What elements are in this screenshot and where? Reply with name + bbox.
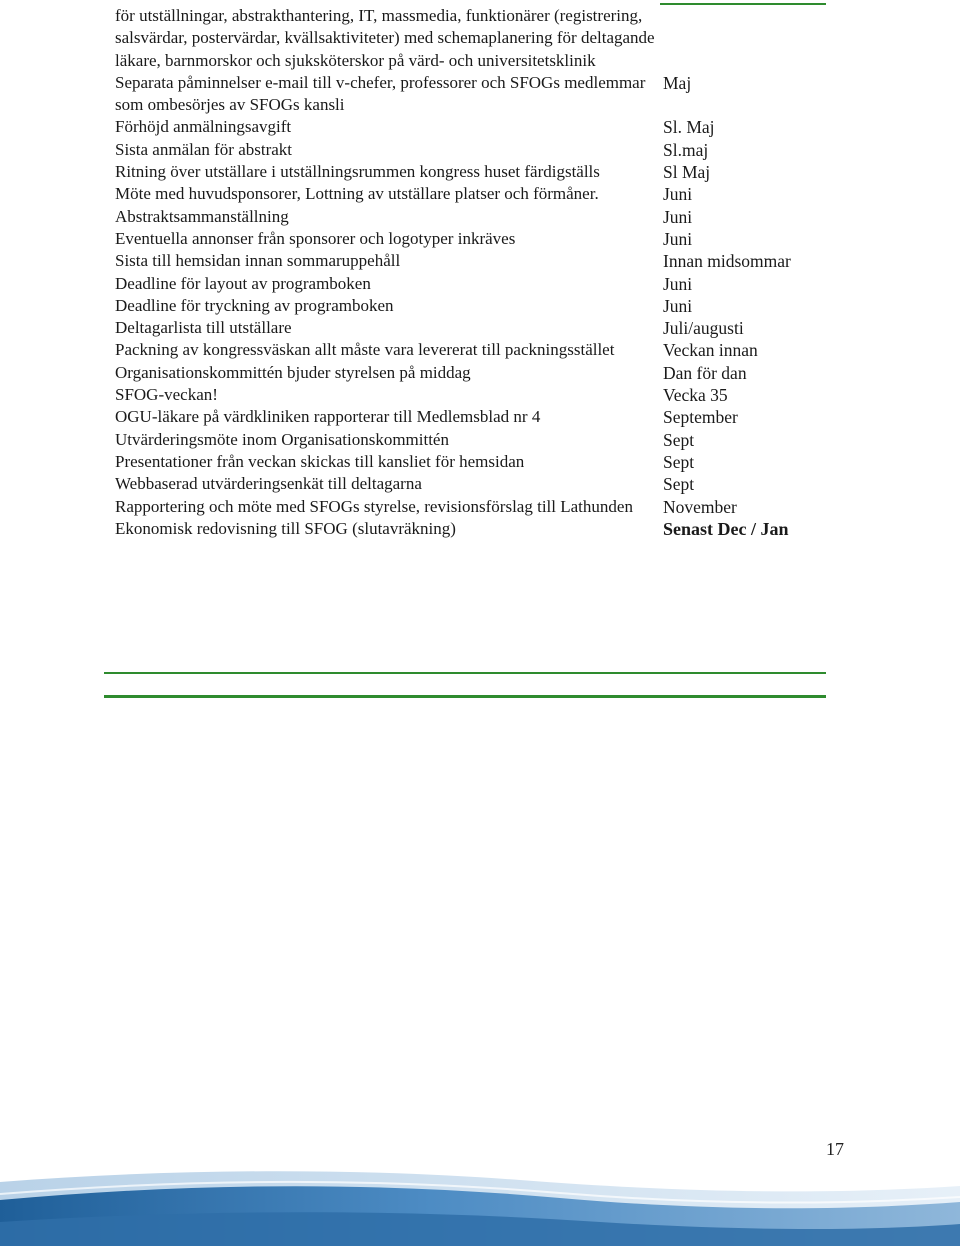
task-text: Möte med huvudsponsorer, Lottning av utställare platser och förmåner.	[115, 184, 599, 204]
table-row	[115, 451, 835, 473]
timing-text: Sl.maj	[663, 139, 709, 160]
table-row	[115, 183, 835, 205]
page-number: 17	[826, 1139, 844, 1159]
table-row	[115, 384, 835, 406]
timing-text: Innan midsommar	[663, 251, 791, 272]
task-text: Rapportering och möte med SFOGs styrelse, revisionsförslag till Lathunden	[115, 496, 633, 516]
task-text: Webbaserad utvärderingsenkät till deltagarna	[115, 474, 422, 494]
timing-text: Veckan innan	[663, 340, 758, 361]
timing-text: Juni	[663, 295, 693, 316]
task-text: Abstraktsammanställning	[115, 206, 289, 226]
table-row	[115, 250, 835, 272]
task-text: Packning av kongressväskan allt måste vara levererat till packningsstället	[115, 340, 615, 360]
timing-text: Maj	[663, 72, 692, 93]
timing-text: Vecka 35	[663, 385, 728, 406]
task-text: Eventuella annonser från sponsorer och logotyper inkräves	[115, 228, 516, 248]
table-row	[115, 406, 835, 428]
table-row	[115, 116, 835, 138]
task-text: Deadline för tryckning av programboken	[115, 295, 394, 315]
timing-text: Sept	[663, 451, 695, 472]
table-row	[115, 206, 835, 228]
table-row	[115, 295, 835, 317]
task-text: Deadline för layout av programboken	[115, 273, 371, 293]
table-row	[115, 429, 835, 451]
task-text: OGU-läkare på värdkliniken rapporterar till Medlemsblad nr 4	[115, 407, 541, 427]
table-row	[115, 161, 835, 183]
task-text: Förhöjd anmälningsavgift	[115, 117, 292, 137]
table-row	[115, 362, 835, 384]
task-text: Sista till hemsidan innan sommaruppehåll	[115, 251, 401, 271]
timing-text: Sl. Maj	[663, 117, 715, 138]
timing-text: November	[663, 496, 737, 517]
task-text: Organisationskommittén bjuder styrelsen på middag	[115, 362, 471, 382]
task-text: Separata påminnelser e-mail till v-chefer, professorer och SFOGs medlemmar som ombesörjes av SFOGs kansli	[115, 72, 646, 115]
table-row	[115, 139, 835, 161]
footer-green-rule-thick	[104, 695, 826, 698]
schedule-table	[115, 5, 835, 540]
task-text: Ritning över utställare i utställningsrummen kongress huset färdigställs	[115, 162, 600, 182]
timing-text: September	[663, 407, 738, 428]
timing-text: Juni	[663, 206, 693, 227]
task-text: SFOG-veckan!	[115, 385, 218, 405]
timing-text: Sept	[663, 474, 695, 495]
table-row	[115, 473, 835, 495]
timing-text: Juli/augusti	[663, 318, 744, 339]
table-row	[115, 72, 835, 117]
timing-text: Senast Dec / Jan	[663, 518, 789, 539]
table-row	[115, 317, 835, 339]
table-row	[115, 518, 835, 540]
task-text: Presentationer från veckan skickas till kansliet för hemsidan	[115, 451, 525, 471]
timing-text: Dan för dan	[663, 362, 747, 383]
task-text: Utvärderingsmöte inom Organisationskommittén	[115, 429, 449, 449]
timing-text: Sl Maj	[663, 162, 711, 183]
timing-text: Juni	[663, 184, 693, 205]
table-row	[115, 339, 835, 361]
footer-wave-graphic	[0, 1160, 960, 1246]
timing-text: Juni	[663, 273, 693, 294]
task-text: för utställningar, abstrakthantering, IT, massmedia, funktionärer (registrering, salsvärdar, postervärdar, kvällsaktiviteter) med schemaplanering för deltagande läkare, barnmorskor och sjuksköterskor på värd- och universitetsklinik	[115, 6, 655, 70]
task-text: Deltagarlista till utställare	[115, 318, 292, 338]
table-row	[115, 5, 835, 72]
timing-text: Juni	[663, 228, 693, 249]
table-row	[115, 273, 835, 295]
timing-text: Sept	[663, 429, 695, 450]
task-text: Sista anmälan för abstrakt	[115, 139, 293, 159]
footer-green-rule	[104, 672, 826, 674]
table-row	[115, 228, 835, 250]
task-text: Ekonomisk redovisning till SFOG (slutavräkning)	[115, 518, 456, 538]
table-row	[115, 496, 835, 518]
